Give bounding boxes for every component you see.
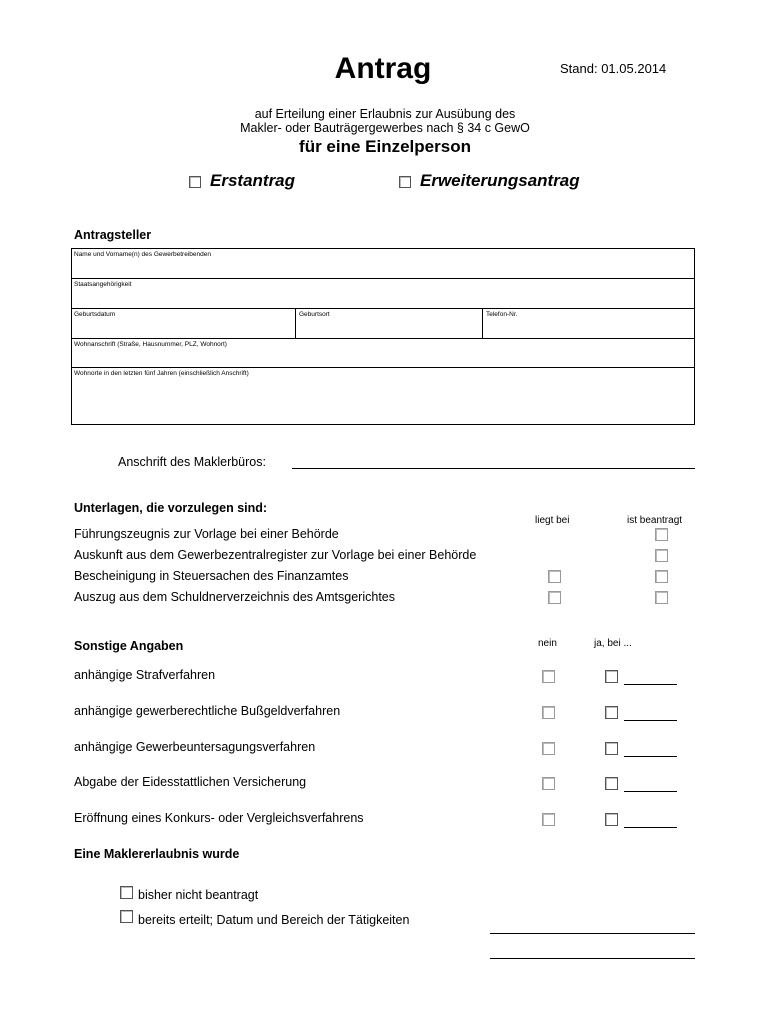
col-ja-bei: ja, bei ... <box>594 638 632 649</box>
untersagung-nein-checkbox[interactable] <box>542 742 555 755</box>
geburts-row <box>72 309 694 339</box>
unterlagen-1-beantragt-checkbox[interactable] <box>655 528 668 541</box>
sonstige-item-5: Eröffnung eines Konkurs- oder Vergleichsverfahrens <box>74 811 364 825</box>
sonstige-item-2: anhängige gewerberechtliche Bußgeldverfahren <box>74 704 341 718</box>
unterlagen-4-liegt-checkbox[interactable] <box>548 591 561 604</box>
unterlagen-item-3: Bescheinigung in Steuersachen des Finanzamtes <box>74 569 349 583</box>
bussgeld-ja-checkbox[interactable] <box>605 706 618 719</box>
geburtsort-label: Geburtsort <box>299 311 330 318</box>
geburtsdatum-label: Geburtsdatum <box>74 311 116 318</box>
strafverfahren-ja-checkbox[interactable] <box>605 670 618 683</box>
bereits-erteilt-line-1[interactable] <box>490 933 695 934</box>
eidesstattlich-ja-checkbox[interactable] <box>605 777 618 790</box>
staatsangehoerigkeit-label: Staatsangehörigkeit <box>74 281 132 288</box>
bussgeld-nein-checkbox[interactable] <box>542 706 555 719</box>
col-ist-beantragt: ist beantragt <box>627 515 683 526</box>
unterlagen-3-beantragt-checkbox[interactable] <box>655 570 668 583</box>
wohnorte-field[interactable] <box>72 368 694 424</box>
col-liegt-bei: liegt bei <box>535 515 570 526</box>
sonstige-item-1: anhängige Strafverfahren <box>74 668 216 682</box>
col-nein: nein <box>538 638 557 649</box>
unterlagen-item-2: Auskunft aus dem Gewerbezentralregister zur Vorlage bei einer Behörde <box>74 548 477 562</box>
eidesstattlich-nein-checkbox[interactable] <box>542 777 555 790</box>
sonstige-item-4: Abgabe der Eidesstattlichen Versicherung <box>74 775 307 789</box>
unterlagen-2-beantragt-checkbox[interactable] <box>655 549 668 562</box>
bussgeld-ja-line[interactable] <box>624 720 677 721</box>
wohnanschrift-label: Wohnanschrift (Straße, Hausnummer, PLZ, Wohnort) <box>74 341 227 348</box>
unterlagen-3-liegt-checkbox[interactable] <box>548 570 561 583</box>
maklerbuero-label: Anschrift des Maklerbüros: <box>118 455 266 469</box>
bisher-nicht-beantragt-label: bisher nicht beantragt <box>138 888 259 902</box>
untersagung-ja-line[interactable] <box>624 756 677 757</box>
name-label: Name und Vorname(n) des Gewerbetreibenden <box>74 251 211 258</box>
unterlagen-4-beantragt-checkbox[interactable] <box>655 591 668 604</box>
wohnorte-label: Wohnorte in den letzten fünf Jahren (einschließlich Anschrift) <box>74 370 249 377</box>
bisher-nicht-beantragt-checkbox[interactable] <box>120 886 133 899</box>
sonstige-heading: Sonstige Angaben <box>74 639 184 653</box>
bereits-erteilt-line-2[interactable] <box>490 958 695 959</box>
konkurs-ja-line[interactable] <box>624 827 677 828</box>
page-title: Antrag <box>334 52 432 85</box>
untersagung-ja-checkbox[interactable] <box>605 742 618 755</box>
erstantrag-label: Erstantrag <box>210 171 296 190</box>
staatsangehoerigkeit-field[interactable] <box>72 279 694 309</box>
antragsteller-form <box>71 248 695 425</box>
sonstige-item-3: anhängige Gewerbeuntersagungsverfahren <box>74 740 316 754</box>
subtitle-line-1: auf Erteilung einer Erlaubnis zur Ausübung des <box>254 107 516 121</box>
wohnanschrift-field[interactable] <box>72 339 694 368</box>
maklererlaubnis-heading: Eine Maklererlaubnis wurde <box>74 847 240 861</box>
strafverfahren-nein-checkbox[interactable] <box>542 670 555 683</box>
telefon-label: Telefon-Nr. <box>486 311 518 318</box>
stand-date: Stand: 01.05.2014 <box>560 61 667 76</box>
erweiterungsantrag-checkbox[interactable] <box>399 176 411 188</box>
bereits-erteilt-checkbox[interactable] <box>120 910 133 923</box>
erweiterungsantrag-label: Erweiterungsantrag <box>420 171 580 190</box>
name-field[interactable] <box>72 249 694 279</box>
konkurs-ja-checkbox[interactable] <box>605 813 618 826</box>
antragsteller-heading: Antragsteller <box>74 228 152 242</box>
unterlagen-heading: Unterlagen, die vorzulegen sind: <box>74 501 268 515</box>
subtitle-einzelperson: für eine Einzelperson <box>299 137 471 156</box>
konkurs-nein-checkbox[interactable] <box>542 813 555 826</box>
erstantrag-checkbox[interactable] <box>189 176 201 188</box>
eidesstattlich-ja-line[interactable] <box>624 791 677 792</box>
bereits-erteilt-label: bereits erteilt; Datum und Bereich der Tätigkeiten <box>138 913 410 927</box>
unterlagen-item-1: Führungszeugnis zur Vorlage bei einer Behörde <box>74 527 339 541</box>
maklerbuero-input-line[interactable] <box>292 468 695 469</box>
unterlagen-item-4: Auszug aus dem Schuldnerverzeichnis des Amtsgerichtes <box>74 590 395 604</box>
strafverfahren-ja-line[interactable] <box>624 684 677 685</box>
subtitle-line-2: Makler- oder Bauträgergewerbes nach § 34 c GewO <box>240 121 530 135</box>
